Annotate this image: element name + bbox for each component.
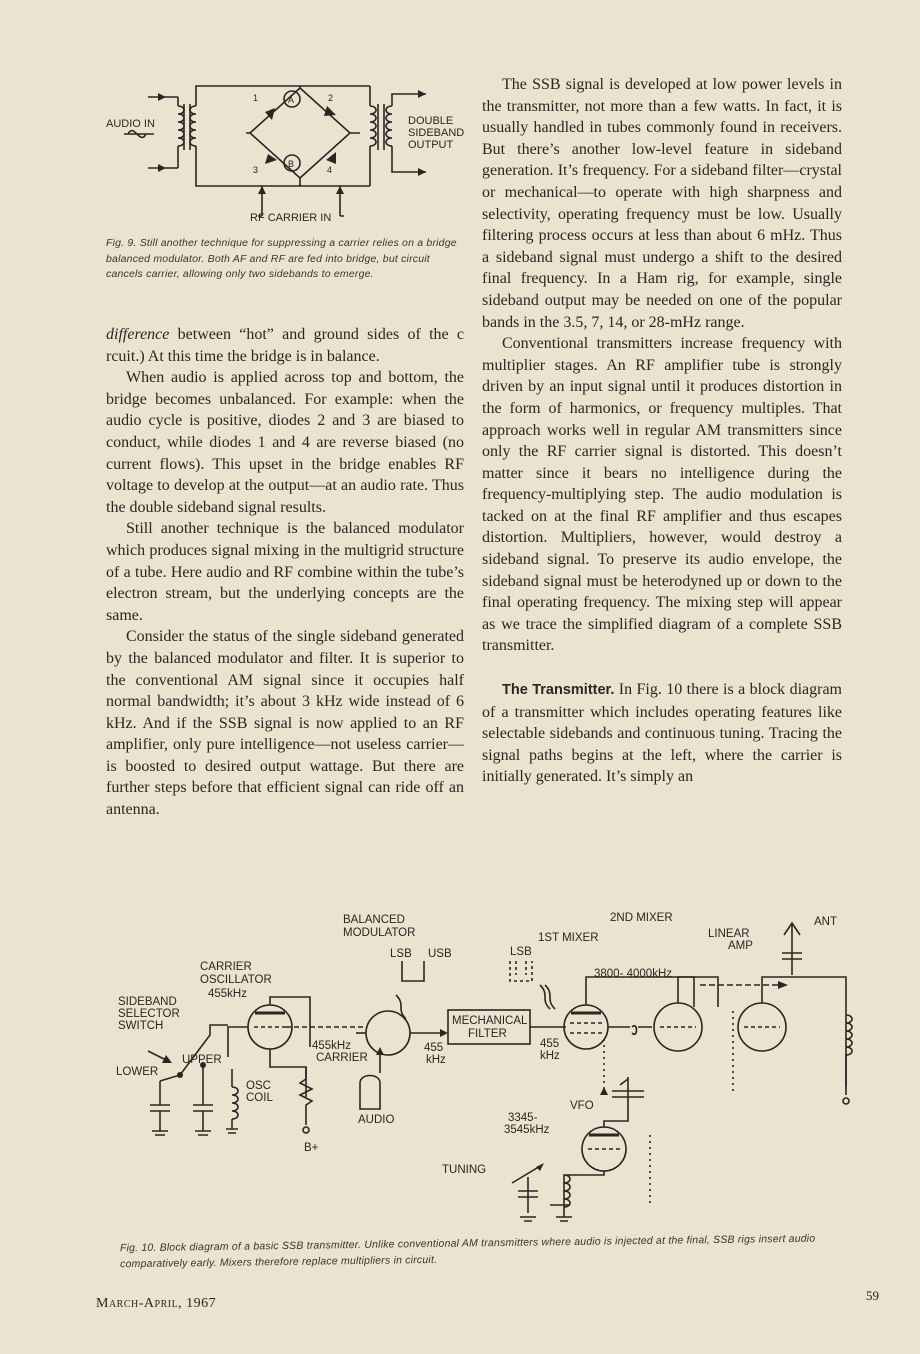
diode-1-label: 1 <box>253 93 259 103</box>
modulator-out-455: 455 <box>424 1042 444 1054</box>
tuning-label: TUNING <box>442 1164 487 1176</box>
first-mixer-label: 1ST MIXER <box>538 932 599 944</box>
balanced-modulator-circle <box>356 961 448 1109</box>
vfo-label: VFO <box>570 1100 594 1112</box>
left-paragraph-3: Still another technique is the balanced modulator which produces signal mixing in the multigrid structure of a tube. Here audio and RF combine within the tube’s electron stream, but the underlying concepts are the same. <box>106 520 464 624</box>
fig9-bridge-modulator-diagram <box>100 70 470 230</box>
balanced-modulator-label-1: BALANCED <box>343 914 405 926</box>
filter-out-455: 455 <box>540 1038 560 1050</box>
input-transformer <box>124 86 246 186</box>
lower-label: LOWER <box>116 1066 159 1078</box>
fig10-caption: Fig. 10. Block diagram of a basic SSB transmitter. Unlike conventional AM transmitters where audio is injected at the final, SSB rigs insert audio comparatively early. Mixers therefore replace multipliers in circuit. <box>119 1232 816 1270</box>
upper-label: UPPER <box>182 1054 222 1066</box>
osc-coil <box>232 1087 238 1119</box>
node-b-label: B <box>288 159 295 169</box>
dsb-output-label-2: SIDEBAND <box>408 127 465 139</box>
filter-out-khz: kHz <box>540 1050 560 1062</box>
modulator-out-khz: kHz <box>426 1054 446 1066</box>
right-paragraph-2: Conventional transmitters increase frequency with multiplier stages. An RF amplifier tube is strongly driven by an input signal until it produces distortion in the form of harmonics, or frequency multiples. That approach works well in regular AM transmitters since only the RF carrier signal is distorted. This doesn’t matter since it bears no intelligence during the frequency-multiplying step. The audio modulation is tacked on at the final RF amplifier and thus escapes distortion. Multipliers, however, would destroy a sideband signal. To preserve its audio envelope, the sideband signal must be heterodyned up or down to the final operating frequency. The mixing step will appear as we trace the simplified diagram of a complete SSB transmitter. <box>482 335 842 655</box>
vfo-range-label-1: 3345- <box>508 1112 538 1124</box>
right-paragraph-3 <box>482 679 842 788</box>
balanced-modulator-label-2: MODULATOR <box>343 927 416 939</box>
node-a-label: A <box>288 95 295 105</box>
left-text-column <box>106 324 464 821</box>
diode-2-label: 2 <box>328 93 334 103</box>
osc-coil-label-1: OSC <box>246 1080 271 1092</box>
carrier-455-label: 455kHz <box>312 1040 351 1052</box>
second-mixer-tube <box>654 977 718 1051</box>
second-mixer-label: 2ND MIXER <box>610 912 673 924</box>
sideband-selector-switch <box>148 1025 228 1135</box>
diode-3-label: 3 <box>253 165 259 175</box>
issue-date-footer: March-April, 1967 <box>96 1296 217 1311</box>
mixer-lsb-label: LSB <box>510 946 532 958</box>
left-p1-rest: between “hot” and ground sides of the c rcuit.) At this time the bridge is in balance. <box>106 326 464 365</box>
transmitter-run-in-heading: The Transmitter. <box>502 682 615 699</box>
audio-in-label: AUDIO IN <box>106 118 155 130</box>
bplus-label: B+ <box>304 1142 319 1154</box>
carrier-osc-label-2: OSCILLATOR <box>200 974 272 986</box>
carrier-freq-label: 455kHz <box>208 988 247 1000</box>
modulator-usb-label: USB <box>428 948 452 960</box>
linear-amp-tube <box>738 923 852 1104</box>
left-p1-lead: difference <box>106 326 170 343</box>
linear-amp-label-1: LINEAR <box>708 928 750 940</box>
page-number: 59 <box>866 1288 879 1303</box>
mechanical-filter-label-2: FILTER <box>468 1028 507 1040</box>
fig9-caption: Fig. 9. Still another technique for suppressing a carrier relies on a bridge balanced modulator. Both AF and RF are fed into bridge, but circuit cancels carrier, allowing only two sidebands to emerge. <box>106 237 457 280</box>
carrier-osc-label-1: CARRIER <box>200 961 252 973</box>
rf-carrier-in-label: RF CARRIER IN <box>250 212 332 224</box>
fig10-ssb-transmitter-diagram <box>100 905 860 1235</box>
sideband-switch-label-3: SWITCH <box>118 1020 164 1032</box>
mixer-range-label: 3800- 4000kHz <box>594 968 672 980</box>
left-paragraph-4: Consider the status of the single sideband generated by the balanced modulator and filter. It is superior to the conventional AM signal since it occupies half normal bandwidth; it’s about 3 kHz wide instead of 6 kHz. And if the SSB signal is now applied to an RF amplifier, only pure intelligence—not useless carrier—is boosted to desired output wattage. But there are further steps before that efficient signal can ride off an antenna. <box>106 628 464 819</box>
osc-coil-label-2: COIL <box>246 1092 273 1104</box>
left-paragraph-1 <box>106 324 464 367</box>
linear-amp-label-2: AMP <box>728 940 753 952</box>
right-paragraph-1: The SSB signal is developed at low power levels in the transmitter, not more than a few watts. In fact, it is usually handled in tubes commonly found in receivers. But there’s another low-level feature in sideband generation. It’s frequency. For a sideband filter—crystal or mechanical—to operate with high sharpness and selectivity, operating frequency must be low. Usually filtering process occurs at less than about 6 mHz. Thus a sideband signal must undergo a shift to the desired final frequency. In a Ham rig, for example, single sideband output may be needed on one of the popular bands in the 3.5, 7, 14, or 28-mHz range. <box>482 76 842 331</box>
paragraph-gap <box>482 657 842 679</box>
carrier-word-label: CARRIER <box>316 1052 368 1064</box>
left-paragraph-2: When audio is applied across top and bottom, the bridge becomes unbalanced. For example: when the audio cycle is positive, diodes 2 and 3 are biased to conduct, while diodes 1 and 4 are reverse biased (no current flows). This upset in the bridge enables RF voltage to develop at the output—at an audio rate. Thus the double sideband signal results. <box>106 369 464 516</box>
modulator-lsb-label: LSB <box>390 948 412 960</box>
dsb-output-label-1: DOUBLE <box>408 115 454 127</box>
mechanical-filter-label-1: MECHANICAL <box>452 1015 528 1027</box>
dsb-output-label-3: OUTPUT <box>408 139 454 151</box>
vfo-range-label-2: 3545kHz <box>504 1124 550 1136</box>
diode-bridge <box>236 86 370 216</box>
diode-4-label: 4 <box>327 165 333 175</box>
audio-label: AUDIO <box>358 1114 395 1126</box>
sideband-switch-label-1: SIDEBAND <box>118 996 177 1008</box>
right-p3-rest: In Fig. 10 there is a block diagram of a transmitter which includes operating features like selectable sidebands and continuous tuning. Tracing the signal paths begins at the left, where the carrier is initially generated. It’s simply an <box>482 681 842 786</box>
sideband-switch-label-2: SELECTOR <box>118 1008 180 1020</box>
right-text-column <box>482 74 842 788</box>
antenna-label: ANT <box>814 916 837 928</box>
